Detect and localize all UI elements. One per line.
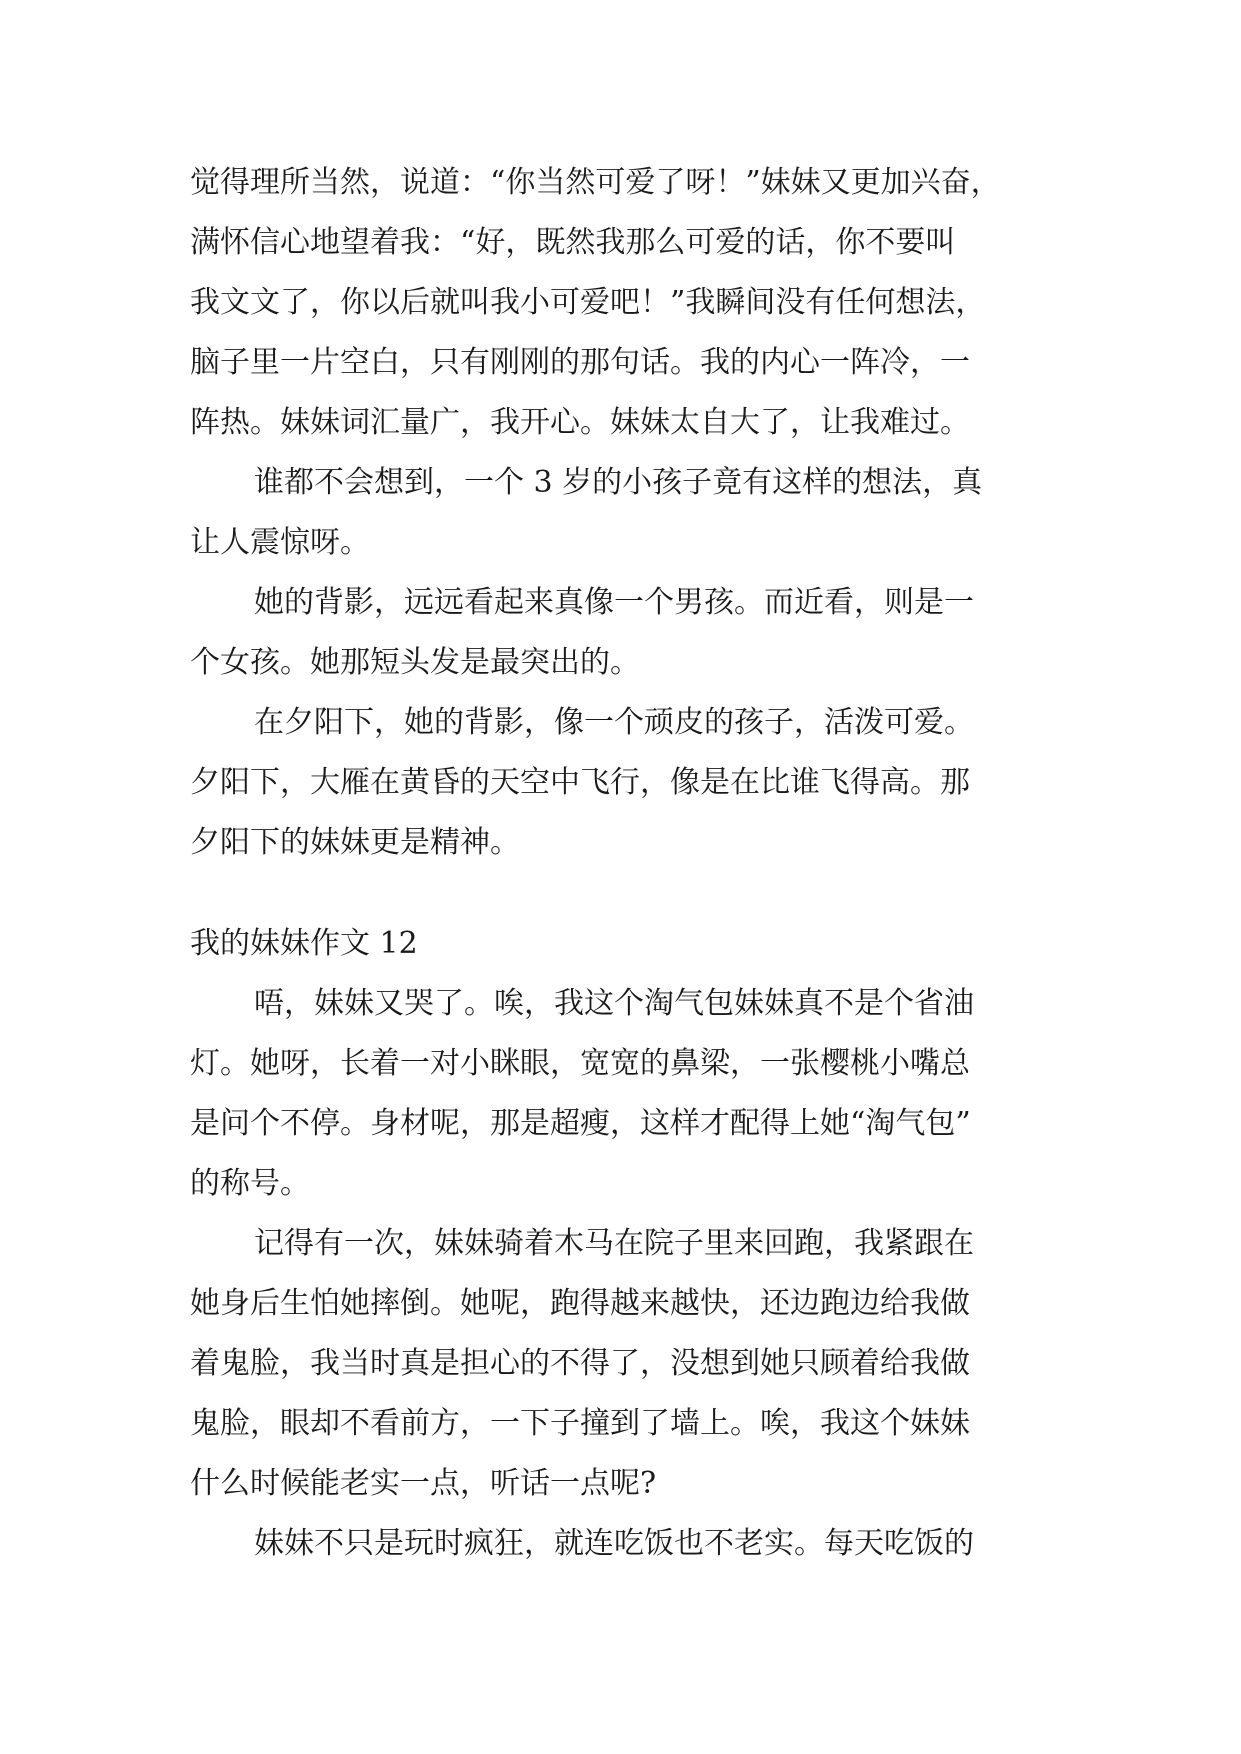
text-line: 夕阳下，大雁在黄昏的天空中飞行，像是在比谁飞得高。那 (190, 765, 970, 800)
text-line: 鬼脸，眼却不看前方，一下子撞到了墙上。唉，我这个妹妹 (190, 1406, 970, 1441)
text-line: 灯。她呀，长着一对小眯眼，宽宽的鼻梁，一张樱桃小嘴总 (190, 1046, 970, 1081)
text-line: 夕阳下的妹妹更是精神。 (190, 825, 520, 860)
text-line: 我文文了，你以后就叫我小可爱吧！”我瞬间没有任何想法， (190, 285, 986, 320)
text-line: 唔，妹妹又哭了。唉，我这个淘气包妹妹真不是个省油 (254, 986, 974, 1021)
text-line: 谁都不会想到，一个 3 岁的小孩子竟有这样的想法，真 (254, 465, 983, 500)
text-line: 在夕阳下，她的背影，像一个顽皮的孩子，活泼可爱。 (254, 705, 974, 740)
text-line: 着鬼脸，我当时真是担心的不得了，没想到她只顾着给我做 (190, 1346, 970, 1381)
text-line: 她身后生怕她摔倒。她呢，跑得越来越快，还边跑边给我做 (190, 1286, 970, 1321)
text-line: 脑子里一片空白，只有刚刚的那句话。我的内心一阵冷，一 (190, 345, 970, 380)
text-line: 的称号。 (190, 1166, 310, 1201)
text-line: 个女孩。她那短头发是最突出的。 (190, 645, 640, 680)
text-line: 她的背影，远远看起来真像一个男孩。而近看，则是一 (254, 585, 974, 620)
section-heading: 我的妹妹作文 12 (190, 926, 418, 961)
text-line: 是问个不停。身材呢，那是超瘦，这样才配得上她“淘气包” (190, 1106, 971, 1141)
text-line: 让人震惊呀。 (190, 525, 370, 560)
text-line: 妹妹不只是玩时疯狂，就连吃饭也不老实。每天吃饭的 (254, 1526, 974, 1561)
text-line: 觉得理所当然，说道：“你当然可爱了呀！”妹妹又更加兴奋， (190, 165, 1001, 200)
text-line: 阵热。妹妹词汇量广，我开心。妹妹太自大了，让我难过。 (190, 405, 970, 440)
text-line: 记得有一次，妹妹骑着木马在院子里来回跑，我紧跟在 (254, 1226, 974, 1261)
text-line: 什么时候能老实一点，听话一点呢? (190, 1466, 657, 1501)
text-line: 满怀信心地望着我：“好，既然我那么可爱的话，你不要叫 (190, 225, 956, 260)
